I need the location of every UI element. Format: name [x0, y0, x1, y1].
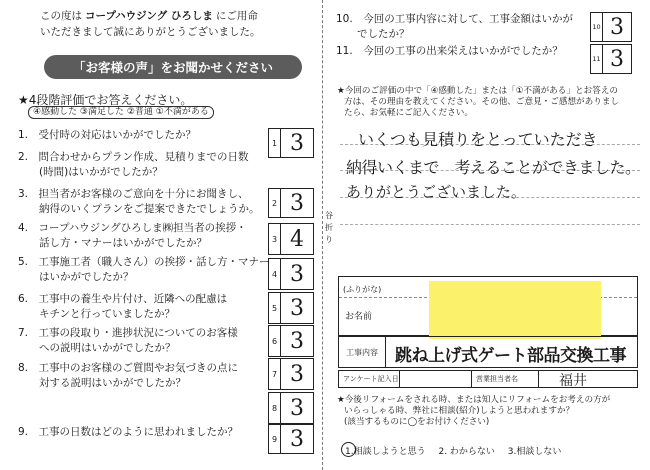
question-text: はいかがでしたか？ — [18, 271, 134, 283]
work-label-box — [339, 337, 386, 367]
question-6 — [18, 292, 227, 322]
comment-prompt — [337, 86, 619, 119]
survey-label: アンケート記入日 — [343, 375, 399, 383]
answer-box-11[interactable] — [590, 44, 632, 74]
answer-box-number: 4 — [269, 259, 281, 289]
question-text: 1. 受付時の対応はいかがでしたか？ — [18, 129, 197, 141]
sales-value: 福井 — [559, 373, 587, 389]
question-9 — [18, 425, 238, 440]
referral-question — [337, 395, 610, 428]
question-text: 11. 今回の工事の出来栄えはいかがでしたか？ — [336, 45, 563, 57]
answer-box-number: 5 — [269, 293, 281, 323]
question-7 — [18, 326, 238, 356]
customer-form — [338, 276, 638, 388]
question-text: 2. 問合わせからプラン作成、見積りまでの日数 — [18, 151, 249, 163]
fold-label: 谷折り — [325, 211, 333, 244]
answer-value: 3 — [610, 14, 624, 40]
survey-label-box — [339, 371, 400, 387]
comment-prompt-line: 方は、その理由を教えてください。その他、ご意見・ご感想がありまし — [344, 97, 620, 107]
banner-text: 「お客様の声」をお聞かせください — [72, 60, 273, 75]
referral-option-3[interactable]: 3.相談しない — [507, 447, 562, 457]
comment-prompt-line: ★今回のご評価の中で「④感動した」または「①不満がある」とお答えの — [337, 86, 618, 96]
brand-name: コープハウジング ひろしま — [85, 10, 213, 22]
referral-line: (該当するものに◯をお付けください) — [344, 417, 490, 427]
question-8 — [18, 361, 238, 391]
question-text: 8. 工事中のお客様のご質問やお気づきの点に — [18, 362, 239, 374]
question-text: 5. 工事施工者（職人さん）の挨拶・話し方・マナー — [18, 256, 270, 268]
question-2 — [18, 150, 249, 180]
answer-box-number: 10 — [591, 13, 603, 41]
rating-scale: ④感動した ③満足した ②普通 ①不満がある — [28, 106, 214, 119]
answer-box-9[interactable] — [268, 424, 314, 454]
ruled-line — [340, 224, 640, 225]
question-text: 話し方・マナーはいかがでしたか？ — [18, 237, 207, 249]
answer-value: 3 — [610, 46, 624, 72]
answer-box-number: 6 — [269, 326, 281, 356]
answer-value: 3 — [290, 295, 304, 321]
question-text: 納得のいくプランをご提案できたでしょうか。 — [18, 203, 260, 215]
question-10 — [336, 12, 573, 42]
survey-cell — [338, 370, 638, 388]
question-text: 9. 工事の日数はどのように思われましたか？ — [18, 426, 239, 438]
question-text: 対する説明はいかがでしたか？ — [18, 377, 186, 389]
name-label: お名前 — [345, 312, 373, 322]
question-text: 4. コープハウジングひろしま㈱担当者の挨拶・ — [18, 222, 247, 234]
answer-value: 3 — [290, 361, 304, 387]
question-text: 7. 工事の段取り・進捗状況についてのお客様 — [18, 327, 238, 339]
answer-box-number: 1 — [269, 129, 281, 157]
answer-box-number: 3 — [269, 224, 281, 254]
sales-label: 営業担当者名 — [476, 375, 518, 383]
answer-box-1[interactable] — [268, 128, 314, 158]
header-line2: いただきまして誠にありがとうございました。 — [40, 26, 261, 38]
answer-box-number: 2 — [269, 189, 281, 217]
question-3 — [18, 187, 260, 217]
question-1 — [18, 128, 196, 143]
comment-handwritten: 納得いくまで 考えることができました。 — [346, 158, 641, 177]
header-line1 — [40, 10, 258, 23]
answer-value: 3 — [290, 395, 304, 421]
header-prefix: この度は — [40, 10, 82, 22]
answer-box-10[interactable] — [590, 12, 632, 42]
answer-box-7[interactable] — [268, 358, 314, 390]
work-label: 工事内容 — [346, 347, 378, 357]
name-cell — [338, 276, 638, 336]
referral-line: いらっしゃる時、弊社に相談(紹介)しようと思われますか？ — [344, 406, 575, 416]
comment-area[interactable] — [340, 125, 640, 255]
referral-options — [345, 444, 561, 457]
answer-box-number: 8 — [269, 393, 281, 423]
question-4 — [18, 221, 247, 251]
question-text: キチンと行っていましたか？ — [18, 308, 175, 320]
referral-line: ★今後リフォームをされる時、または知人にリフォームをお考えの方が — [337, 395, 611, 405]
answer-box-number: 9 — [269, 425, 281, 453]
referral-option-1-label: 1.相談しようと思う — [345, 447, 426, 457]
referral-option-2[interactable]: 2. わからない — [438, 447, 495, 457]
name-redaction — [429, 281, 601, 339]
answer-box-2[interactable] — [268, 188, 314, 218]
comment-prompt-line: たら、お気軽にご記入ください。 — [344, 108, 473, 118]
question-text: でしたか？ — [336, 28, 410, 40]
question-text: 3. 担当者がお客様のご意向を十分にお聞きし、 — [18, 188, 249, 200]
answer-box-4[interactable] — [268, 258, 314, 290]
answer-box-number: 7 — [269, 359, 281, 389]
column-divider — [322, 0, 323, 470]
answer-box-number: 11 — [591, 45, 603, 73]
answer-box-8[interactable] — [268, 392, 314, 424]
answer-value: 3 — [290, 130, 304, 156]
answer-value: 3 — [290, 190, 304, 216]
header-suffix: にご用命 — [215, 10, 258, 22]
question-text: 6. 工事中の養生や片付け、近隣への配慮は — [18, 293, 228, 305]
answer-value: 3 — [290, 328, 304, 354]
answer-box-5[interactable] — [268, 292, 314, 324]
banner — [44, 55, 302, 79]
comment-handwritten: ありがとうございました。 — [346, 183, 527, 201]
comment-handwritten: いくつも見積りをとっていただき — [358, 130, 598, 149]
answer-value: 3 — [290, 261, 304, 287]
question-text: (時間)はいかがでしたか？ — [18, 166, 163, 178]
question-text: への説明はいかがでしたか？ — [18, 342, 176, 354]
question-5 — [18, 255, 270, 285]
furigana-label: (ふりがな) — [343, 285, 382, 294]
answer-value: 4 — [290, 226, 304, 252]
work-value: 跳ね上げ式ゲート部品交換工事 — [395, 346, 626, 366]
answer-box-6[interactable] — [268, 325, 314, 357]
referral-option-1[interactable] — [345, 444, 426, 457]
work-cell — [338, 336, 638, 368]
answer-box-3[interactable] — [268, 223, 314, 255]
question-text: 10. 今回の工事内容に対して、工事金額はいかが — [336, 13, 573, 25]
sales-label-box — [471, 371, 539, 387]
question-11 — [336, 44, 563, 59]
selected-circle — [341, 442, 356, 457]
rating-title: ★4段階評価でお答えください。 — [18, 93, 193, 107]
answer-value: 3 — [290, 426, 304, 452]
